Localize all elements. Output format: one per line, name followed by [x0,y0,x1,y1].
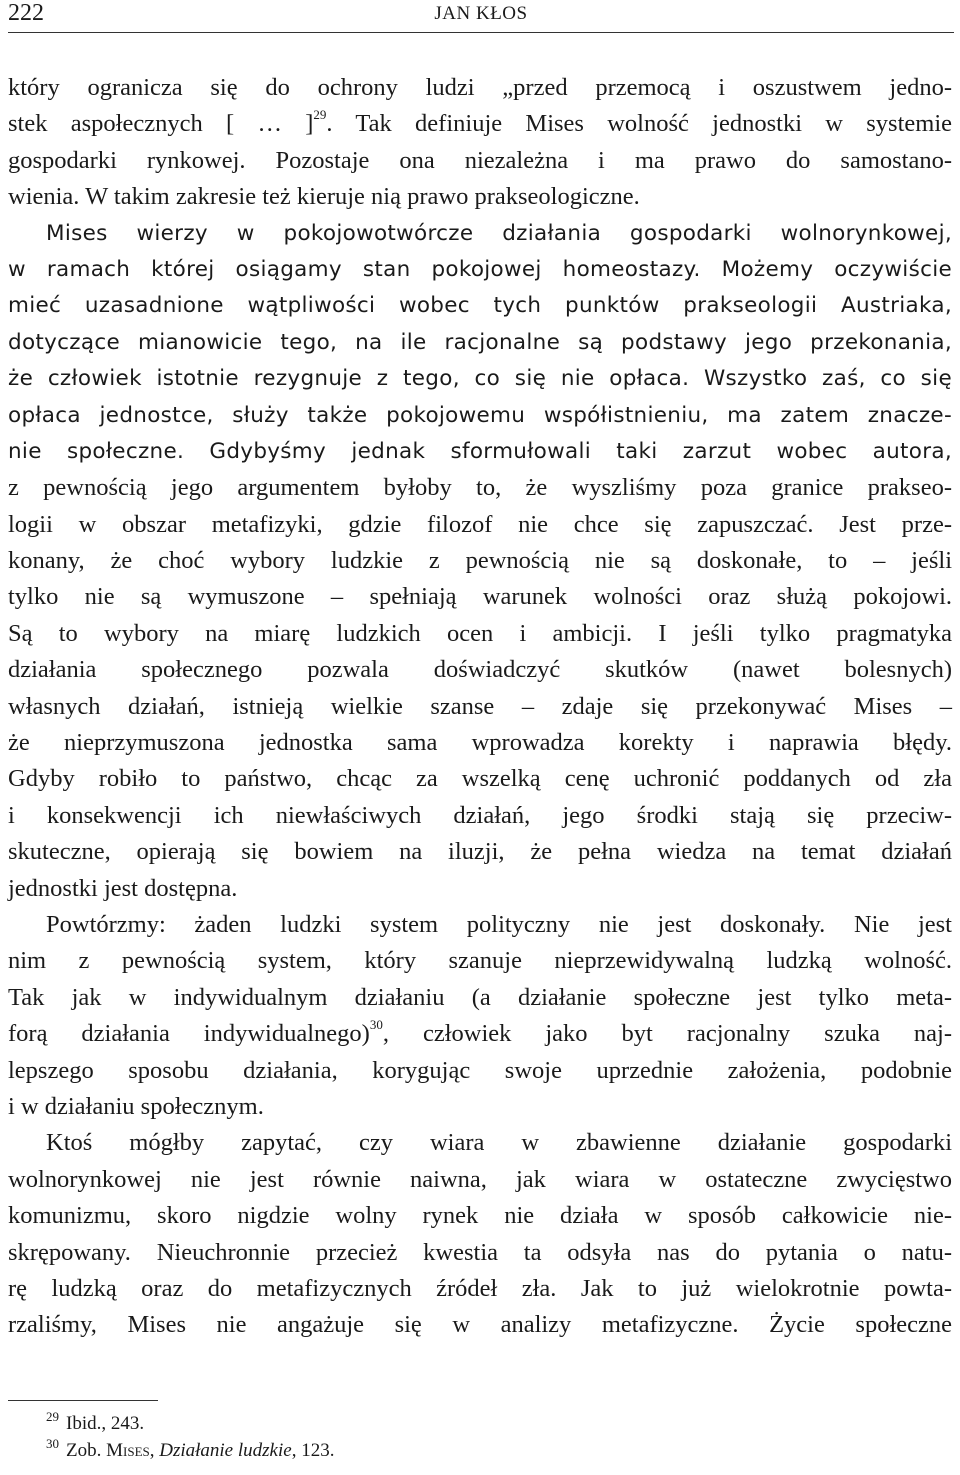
footnote-ref: 29 [313,107,327,123]
text-line: gospodarki rynkowej. Pozostaje ona niezależna i ma prawo do samostano- [8,146,952,174]
text-line: Mises wierzy w pokojowotwórcze działania gospodarki wolnorynkowej, [46,220,952,246]
text-line: w ramach której osiągamy stan pokojowej homeostazy. Możemy oczywiście [8,256,952,282]
text-line: tylko nie są wymuszone – spełniają warunek wolności oraz służą pokojowi. [8,583,952,611]
text-line: i konsekwencji ich niewłaściwych działań, jego środki stają się przeciw- [8,801,952,829]
text-line: rzaliśmy, Mises nie angażuje się w analizy metafizyczne. Życie społeczne [8,1311,952,1339]
footnote-separator [8,1400,158,1401]
footnote-mark: 29 [46,1409,59,1424]
footnote-author: Mises [106,1440,150,1461]
text-line: który ogranicza się do ochrony ludzi „przed przemocą i oszustwem jedno- [8,74,952,101]
text-line: stek aspołecznych [ … ]$^{29}$. Tak definiuje Mises wolność jednostki w systemie [8,107,953,138]
text-line: Tak jak w indywidualnym działaniu (a działanie społeczne jest tylko meta- [8,983,952,1011]
text-line: opłaca jednostce, służy także pokojowemu współistnieniu, ma zatem znacze- [8,402,952,428]
page-number: 222 [8,0,44,26]
text-line: wienia. W takim zakresie też kieruje nią prawo prakseologiczne. [8,183,640,211]
text-line: z pewnością jego argumentem byłoby to, że wyszliśmy poza granice prakseo- [8,474,952,502]
page-header [8,0,954,33]
text-line: logii w obszar metafizyki, gdzie filozof nie chce się zapuszczać. Jest prze- [8,510,952,538]
footnote [8,1437,334,1464]
text-line: dotyczące mianowicie tego, na ile racjonalne są podstawy jego przekonania, [8,329,952,355]
text-line: lepszego sposobu działania, korygując swoje uprzednie założenia, podobnie [8,1056,952,1084]
text-line: konany, że choć wybory ludzkie z pewnością nie są doskonałe, to – jeśli [8,547,952,575]
footnote-ref: 30 [369,1017,383,1032]
text-line: własnych działań, istnieją wielkie szanse – zdaje się przekonywać Mises – [8,692,952,720]
text-line: że człowiek istotnie rezygnuje z tego, co się nie opłaca. Wszystko zaś, co się [8,366,952,392]
text-line: skrępowany. Nieuchronnie przecież kwestia ta odsyła nas do pytania o natu- [8,1238,952,1266]
text-line: Ktoś mógłby zapytać, czy wiara w zbawienne działanie gospodarki [46,1129,952,1157]
text-line: wolnorynkowej nie jest równie naiwna, jak wiara w ostateczne zwycięstwo [8,1165,952,1193]
text-line: mieć uzasadnione wątpliwości wobec tych punktów prakseologii Austriaka, [8,293,952,319]
text-line: nim z pewnością system, który szanuje nieprzewidywalną ludzką wolność. [8,947,952,975]
text-line: rę ludzką oraz do metafizycznych źródeł zła. Jak to już wielokrotnie powta- [8,1274,952,1302]
text-line: jednostki jest dostępna. [8,874,238,902]
text-line: Są to wybory na miarę ludzkich ocen i ambicji. I jeśli tylko pragmatyka [8,619,952,647]
text-line: Powtórzmy: żaden ludzki system polityczny nie jest doskonały. Nie jest [46,910,952,938]
text-line: nie społeczne. Gdybyśmy jednak sformułowali taki zarzut wobec autora, [8,438,952,464]
text-line: działania społecznego pozwala doświadczyć skutków (nawet bolesnych) [8,656,952,684]
text-line: Gdyby robiło to państwo, chcąc za wszelką cenę uchronić poddanych od zła [8,765,952,793]
footnotes [8,1410,334,1464]
text-line: i w działaniu społecznym. [8,1092,264,1120]
footnote-text: Zob. Mises, Działanie ludzkie, 123. [66,1440,335,1461]
text-line: forą działania indywidualnego)$^{30}$, człowiek jako byt racjonalny szuka naj- [8,1017,953,1048]
running-head: JAN KŁOS [434,3,528,24]
footnote-title: Działanie ludzkie [159,1440,292,1461]
body-text [8,70,952,1344]
text-line: skuteczne, opierają się bowiem na iluzji, że pełna wiedza na temat działań [8,838,952,866]
text-line: że nieprzymuszona jednostka sama wprowadza korekty i naprawia błędy. [8,729,952,757]
footnote-text: Ibid., 243. [66,1413,145,1434]
text-line: komunizmu, skoro nigdzie wolny rynek nie działa w sposób całkowicie nie- [8,1202,952,1230]
footnote-mark: 30 [46,1436,59,1451]
